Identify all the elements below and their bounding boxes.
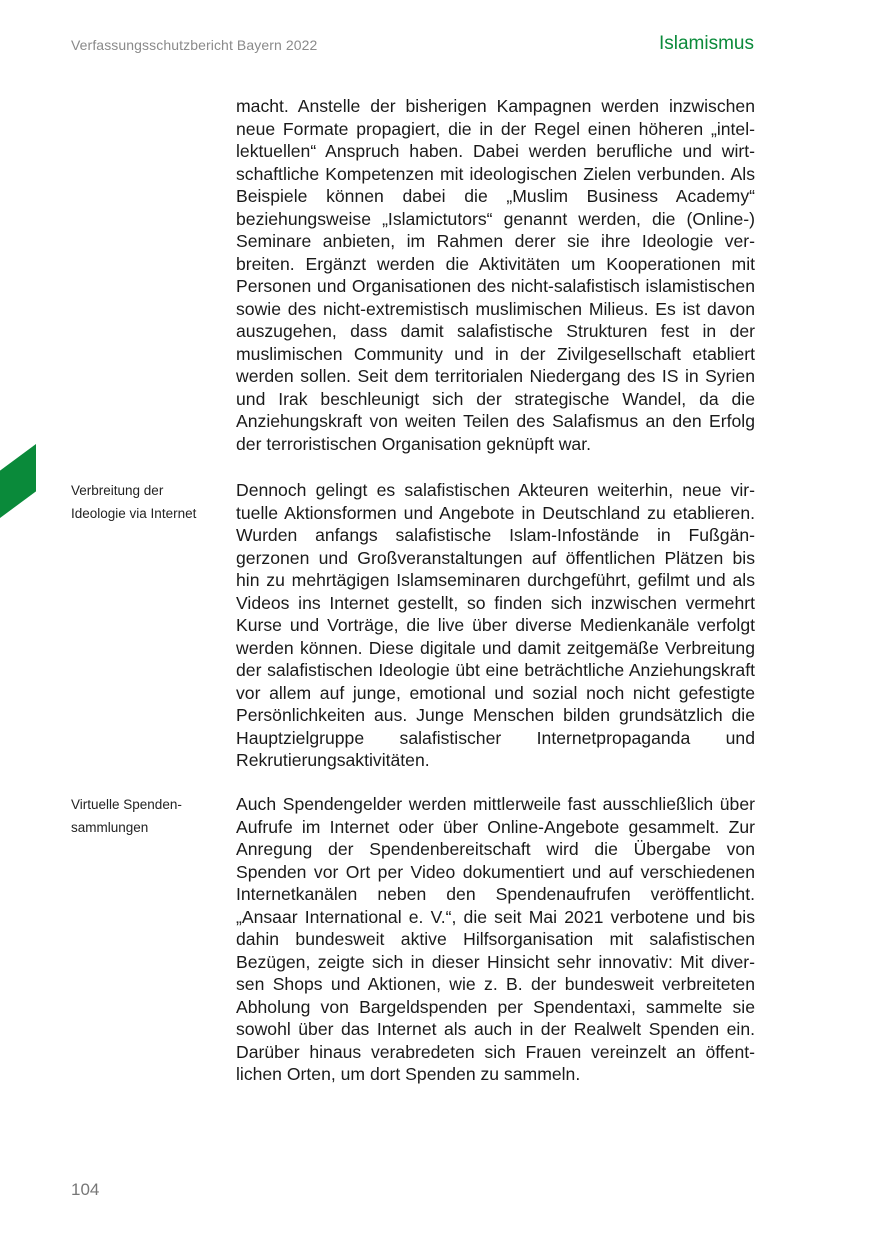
paragraph-3: Auch Spendengelder werden mittlerweile fast ausschließlich über Aufrufe im Internet oder über Online-Angebote gesammelt. Zur Anregung der Spendenbereitschaft wird die Übergabe von Spenden vor Ort per Video dokumentiert und auf verschiedenen Internetkanälen neben den Spendenaufrufen veröffentlicht. „Ansaar International e. V.“, die seit Mai 2021 verbotene und bis dahin bundesweit aktive Hilfsorganisation mit salafistischen Bezügen, zeigte sich in dieser Hinsicht sehr innovativ: Mit diversen Shops und Aktionen, wie z. B. der bundesweit verbreiteten Abholung von Bargeldspenden per Spendentaxi, sammelte sie sowohl über das Internet als auch in der Realwelt Spenden ein. Darüber hinaus verabredeten sich Frauen vereinzelt an öffentlichen Orten, um dort Spenden zu sammeln. [236, 794, 755, 1084]
margin-note-donations: Virtuelle Spendensammlungen [71, 797, 182, 835]
chapter-marker-tab [0, 444, 36, 518]
page-number: 104 [71, 1180, 100, 1199]
chapter-title: Islamismus [658, 33, 754, 54]
running-header-title: Verfassungsschutzbericht Bayern 2022 [71, 37, 318, 53]
margin-note-internet: Verbreitung der Ideologie via Internet [71, 483, 197, 521]
paragraph-2: Dennoch gelingt es salafistischen Akteuren weiterhin, neue virtuelle Aktionsformen und Angebote in Deutschland zu etablieren. Wurden anfangs salafistische Islam-Infostände in Fußgängerzonen und Großveranstaltungen auf öffentlichen Plätzen bis hin zu mehrtägigen Islamseminaren durchgeführt, gefilmt und als Videos ins Internet gestellt, so finden sich inzwischen vermehrt Kurse und Vorträge, die live über diverse Medienkanäle verfolgt werden können. Diese digitale und damit zeitgemäße Verbreitung der salafistischen Ideologie übt eine beträchtliche Anziehungskraft vor allem auf junge, emotional und sozial noch nicht gefestigte Persönlichkeiten aus. Junge Menschen bilden grundsätzlich die Hauptzielgruppe salafistischer Internetpropaganda und Rekrutierungsaktivitäten. [236, 480, 755, 770]
paragraph-1: macht. Anstelle der bisherigen Kampagnen werden inzwischen neue Formate propagiert, die in der Regel einen höheren „intellektuellen“ Anspruch haben. Dabei werden berufliche und wirtschaftliche Kompetenzen mit ideologischen Zielen verbunden. Als Beispiele können dabei die „Muslim Business Academy“ beziehungsweise „Islamictutors“ genannt werden, die (Online-) Seminare anbieten, im Rahmen derer sie ihre Ideologie verbreiten. Ergänzt werden die Aktivitäten um Kooperationen mit Personen und Organisationen des nicht-salafistisch islamistischen sowie des nicht-extremistisch muslimischen Milieus. Es ist davon auszugehen, dass damit salafistische Strukturen fest in der muslimischen Community und in der Zivilgesellschaft etabliert werden sollen. Seit dem territorialen Niedergang des IS in Syrien und Irak beschleunigt sich der strategische Wandel, da die Anziehungskraft von weiten Teilen des Salafismus an den Erfolg der terroristischen Organisation geknüpft war. [236, 96, 755, 454]
